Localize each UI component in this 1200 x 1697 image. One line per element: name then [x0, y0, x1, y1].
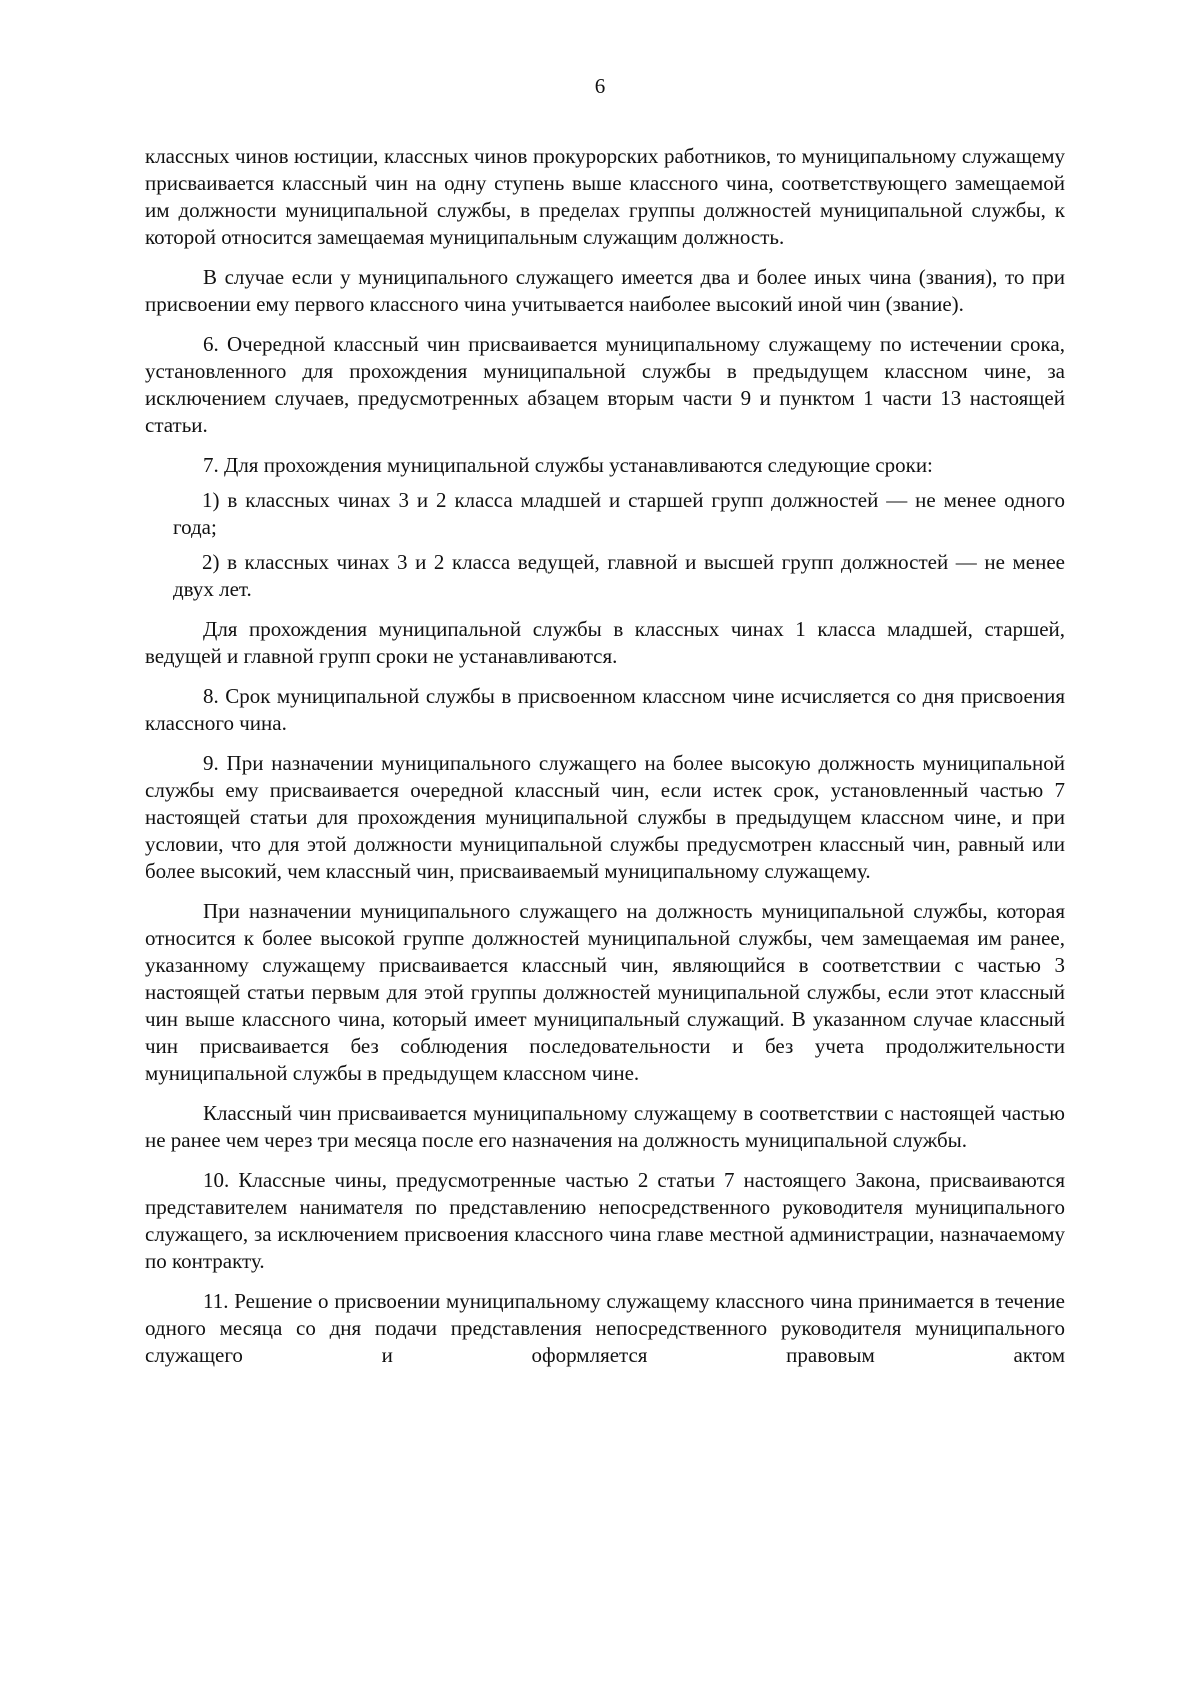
- paragraph-three-months-rule: Классный чин присваивается муниципальному служащему в соответствии с настоящей частью не ранее чем через три месяца после его назначения на должность муниципальной службы.: [145, 1101, 1065, 1152]
- list-item-7-1: 1) в классных чинах 3 и 2 класса младшей и старшей групп должностей — не менее одного года;: [173, 488, 1065, 539]
- paragraph-higher-group-appointment: При назначении муниципального служащего на должность муниципальной службы, которая относится к более высокой группе должностей муниципальной службы, чем замещаемая им ранее, указанному служащему присваивается классный чин, являющийся в соответствии с частью 3 настоящей статьи первым для этой группы должностей муниципальной службы, если этот классный чин выше классного чина, который имеет муниципальный служащий. В указанном случае классный чин присваивается без соблюдения последовательности и без учета продолжительности муниципальной службы в предыдущем классном чине.: [145, 899, 1065, 1085]
- paragraph-item-7: 7. Для прохождения муниципальной службы устанавливаются следующие сроки:: [203, 453, 933, 477]
- paragraph-continuation: классных чинов юстиции, классных чинов прокурорских работников, то муниципальному служащему присваивается классный чин на одну ступень выше классного чина, соответствующего замещаемой им должности муниципальной службы, в пределах группы должностей муниципальной службы, к которой относится замещаемая муниципальным служащим должность.: [145, 144, 1065, 249]
- paragraph-item-10: 10. Классные чины, предусмотренные частью 2 статьи 7 настоящего Закона, присваиваются представителем нанимателя по представлению непосредственного руководителя муниципального служащего, за исключением присвоения классного чина главе местной администрации, назначаемому по контракту.: [145, 1168, 1065, 1273]
- page-number: 6: [594, 74, 606, 98]
- paragraph-item-6: 6. Очередной классный чин присваивается муниципальному служащему по истечении срока, установленного для прохождения муниципальной службы в предыдущем классном чине, за исключением случаев, предусмотренных абзацем вторым части 9 и пунктом 1 части 13 настоящей статьи.: [145, 332, 1065, 437]
- paragraph-item-11: 11. Решение о присвоении муниципальному служащему классного чина принимается в течение одного месяца со дня подачи представления непосредственного руководителя муниципального служащего и оформляется правовым актом: [145, 1289, 1065, 1367]
- paragraph-other-ranks: В случае если у муниципального служащего имеется два и более иных чина (звания), то при присвоении ему первого классного чина учитывается наиболее высокий иной чин (звание).: [145, 265, 1065, 316]
- paragraph-item-8: 8. Срок муниципальной службы в присвоенном классном чине исчисляется со дня присвоения классного чина.: [145, 684, 1065, 735]
- paragraph-first-class-ranks: Для прохождения муниципальной службы в классных чинах 1 класса младшей, старшей, ведущей и главной групп сроки не устанавливаются.: [145, 617, 1065, 668]
- list-item-7-2: 2) в классных чинах 3 и 2 класса ведущей, главной и высшей групп должностей — не менее двух лет.: [173, 550, 1065, 601]
- paragraph-item-9: 9. При назначении муниципального служащего на более высокую должность муниципальной службы ему присваивается очередной классный чин, если истек срок, установленный частью 7 настоящей статьи для прохождения муниципальной службы в предыдущем классном чине, и при условии, что для этой должности муниципальной службы предусмотрен классный чин, равный или более высокий, чем классный чин, присваиваемый муниципальному служащему.: [145, 751, 1065, 883]
- document-body: [145, 143, 1065, 1382]
